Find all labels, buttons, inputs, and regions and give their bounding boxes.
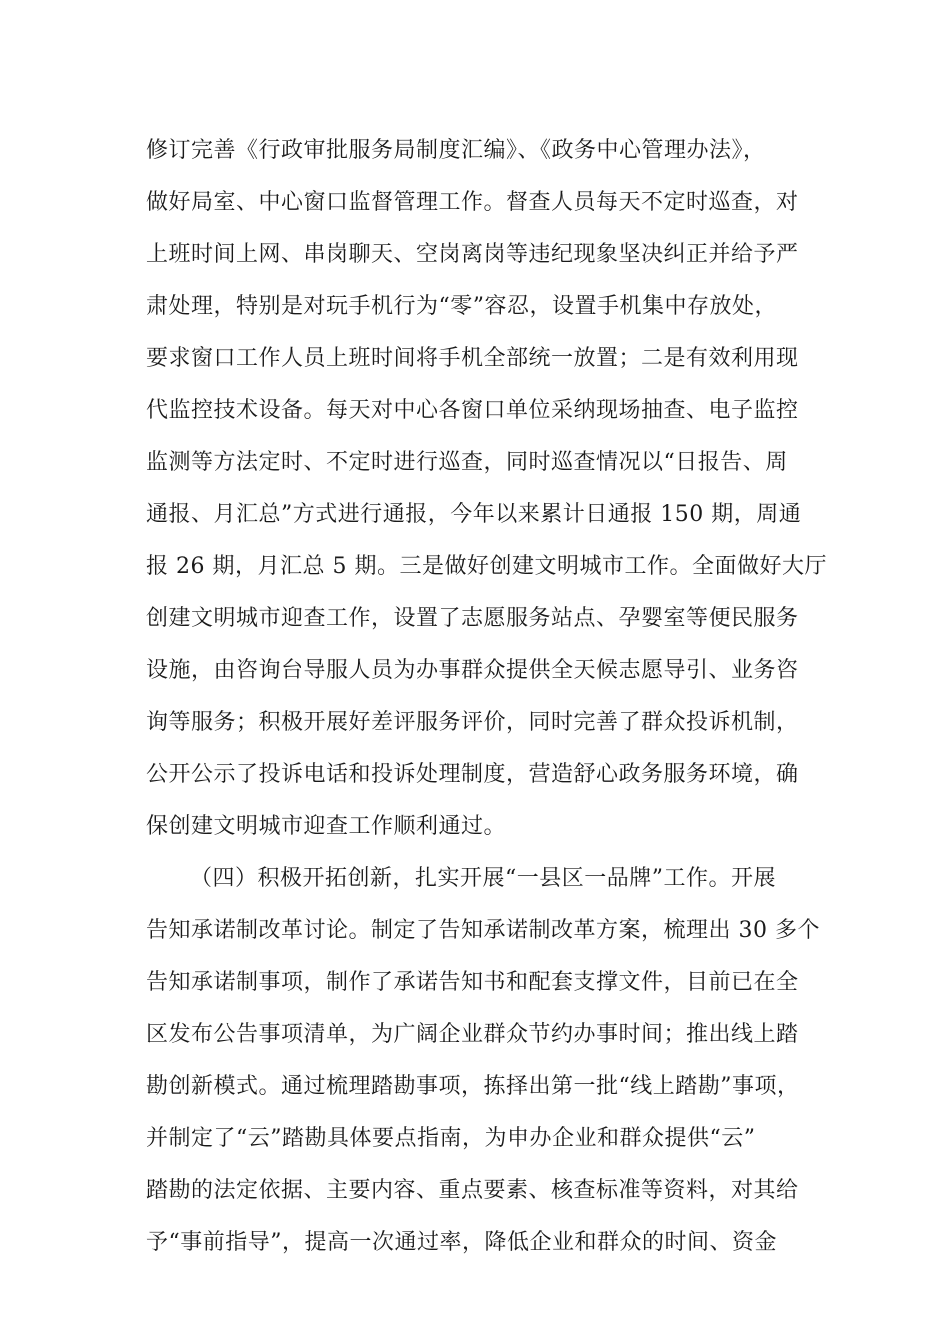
text-line: 代监控技术设备。每天对中心各窗口单位采纳现场抽查、电子监控 [146,398,799,423]
text-line: 并制定了“云”踏勘具体要点指南，为申办企业和群众提供“云” [146,1126,756,1151]
text-line: 区发布公告事项清单，为广阔企业群众节约办事时间；推出线上踏 [146,1022,799,1047]
text-line: 勘创新模式。通过梳理踏勘事项，拣择出第一批“线上踏勘”事项， [146,1074,800,1099]
text-line: 保创建文明城市迎查工作顺利通过。 [146,814,507,839]
text-line: 踏勘的法定依据、主要内容、重点要素、核查标准等资料，对其给 [146,1178,799,1203]
text-line: 公开公示了投诉电话和投诉处理制度，营造舒心政务服务环境，确 [146,762,799,787]
text-line: 通报、月汇总”方式进行通报，今年以来累计日通报 150 期，周通 [146,502,802,527]
text-line: 肃处理，特别是对玩手机行为“零”容忍，设置手机集中存放处， [146,294,777,319]
text-line: 告知承诺制改革讨论。制定了告知承诺制改革方案，梳理出 30 多个 [146,918,820,943]
text-line: 创建文明城市迎查工作，设置了志愿服务站点、孕婴室等便民服务 [146,606,799,631]
text-line: 要求窗口工作人员上班时间将手机全部统一放置；二是有效利用现 [146,346,799,371]
text-line: 告知承诺制事项，制作了承诺告知书和配套支撑文件，目前已在全 [146,970,799,995]
text-line: 修订完善《行政审批服务局制度汇编》、《政务中心管理办法》， [146,138,766,163]
text-line: 做好局室、中心窗口监督管理工作。督查人员每天不定时巡查，对 [146,190,799,215]
text-line: 监测等方法定时、不定时进行巡查，同时巡查情况以“日报告、周 [146,450,788,475]
text-line: 予“事前指导”，提高一次通过率，降低企业和群众的时间、资金 [146,1230,777,1255]
text-line: 询等服务；积极开展好差评服务评价，同时完善了群众投诉机制， [146,710,799,735]
text-line: 报 26 期，月汇总 5 期。三是做好创建文明城市工作。全面做好大厅 [146,554,827,579]
text-line: 上班时间上网、串岗聊天、空岗离岗等违纪现象坚决纠正并给予严 [146,242,799,267]
text-line: 设施，由咨询台导服人员为办事群众提供全天候志愿导引、业务咨 [146,658,799,683]
section-heading-line: （四）积极开拓创新，扎实开展“一县区一品牌”工作。开展 [190,866,776,891]
